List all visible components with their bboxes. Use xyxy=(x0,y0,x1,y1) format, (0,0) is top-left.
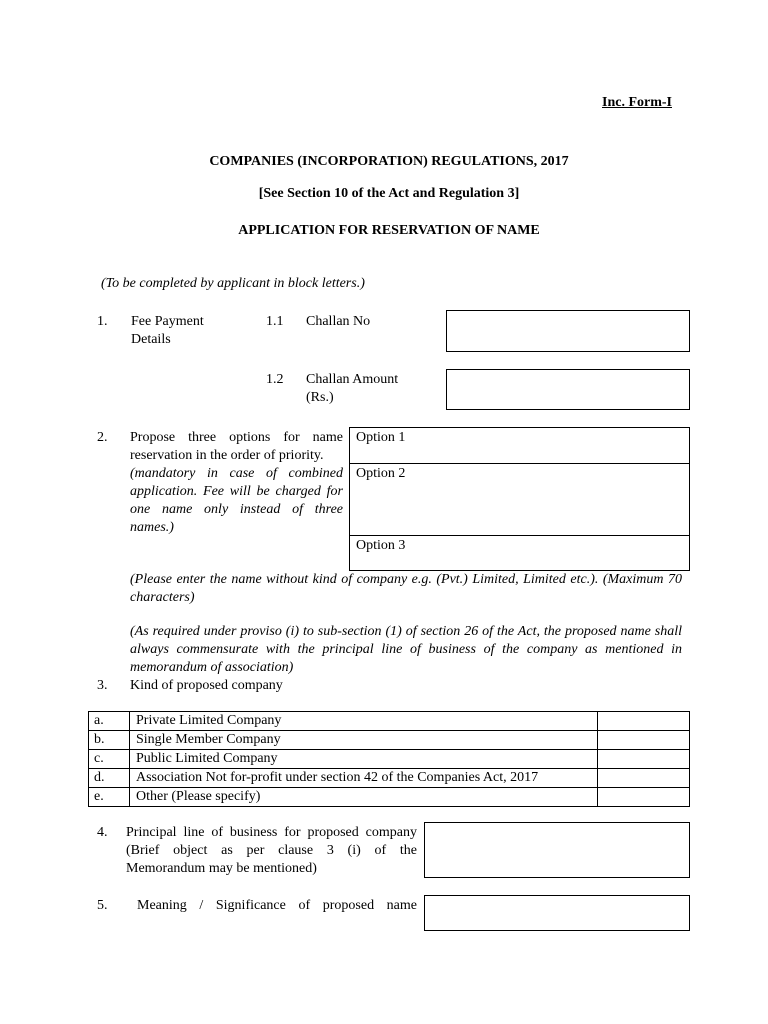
option-1-label: Option 1 xyxy=(356,430,406,445)
table-row xyxy=(89,769,690,788)
section5-number: 5. xyxy=(97,898,108,913)
section2-note: (mandatory in case of combined application. Fee will be charged for one name only instead of three names.) xyxy=(130,466,343,535)
table-row xyxy=(89,731,690,750)
public-limited-field[interactable] xyxy=(598,750,690,769)
association-not-for-profit-field[interactable] xyxy=(598,769,690,788)
row-key: a. xyxy=(89,712,130,731)
form-heading: APPLICATION FOR RESERVATION OF NAME xyxy=(238,223,540,238)
table-row xyxy=(89,750,690,769)
row-key: b. xyxy=(89,731,130,750)
option-3-label: Option 3 xyxy=(356,538,406,553)
section4-label: Principal line of business for proposed company (Brief object as per clause 3 (i) of the Memorandum may be mentioned) xyxy=(126,825,417,876)
principal-business-field[interactable] xyxy=(424,822,690,878)
row-key: c. xyxy=(89,750,130,769)
option-2-field[interactable] xyxy=(350,464,689,536)
company-kind-table xyxy=(88,711,690,807)
name-significance-field[interactable] xyxy=(424,895,690,931)
section4-number: 4. xyxy=(97,825,108,840)
challan-no-field[interactable] xyxy=(446,310,690,352)
fill-instruction: (To be completed by applicant in block letters.) xyxy=(101,276,365,291)
regulation-title: COMPANIES (INCORPORATION) REGULATIONS, 2017 xyxy=(209,154,569,169)
challan-amount-number: 1.2 xyxy=(266,372,284,387)
name-commensurate-hint: (As required under proviso (i) to sub-section (1) of section 26 of the Act, the proposed name shall always commensurate with the principal line of business of the company as mentioned in memorandum of association) xyxy=(130,624,682,675)
section1-label: Fee Payment Details xyxy=(131,314,204,347)
row-label: Public Limited Company xyxy=(130,750,598,769)
table-row xyxy=(89,788,690,807)
private-limited-field[interactable] xyxy=(598,712,690,731)
name-format-hint: (Please enter the name without kind of company e.g. (Pvt.) Limited, Limited etc.). (Maximum 70 characters) xyxy=(130,572,682,605)
challan-amount-field[interactable] xyxy=(446,369,690,410)
challan-amount-label: Challan Amount (Rs.) xyxy=(306,372,399,405)
regulation-subtitle: [See Section 10 of the Act and Regulation 3] xyxy=(258,186,520,201)
single-member-field[interactable] xyxy=(598,731,690,750)
name-options-table xyxy=(349,427,690,571)
section1-number: 1. xyxy=(97,314,108,329)
section2-number: 2. xyxy=(97,430,108,445)
option-1-field[interactable] xyxy=(350,428,689,464)
other-kind-field[interactable] xyxy=(598,788,690,807)
section3-number: 3. xyxy=(97,678,108,693)
table-row xyxy=(89,712,690,731)
section5-label: Meaning / Significance of proposed name xyxy=(137,898,417,913)
row-key: e. xyxy=(89,788,130,807)
form-id: Inc. Form-I xyxy=(602,95,672,110)
section2-label: Propose three options for name reservation in the order of priority. xyxy=(130,430,343,463)
challan-no-number: 1.1 xyxy=(266,314,284,329)
row-label: Private Limited Company xyxy=(130,712,598,731)
row-label: Single Member Company xyxy=(130,731,598,750)
option-2-label: Option 2 xyxy=(356,466,406,481)
row-label: Other (Please specify) xyxy=(130,788,598,807)
option-3-field[interactable] xyxy=(350,536,689,570)
section3-label: Kind of proposed company xyxy=(130,678,283,693)
row-label: Association Not for-profit under section 42 of the Companies Act, 2017 xyxy=(130,769,598,788)
row-key: d. xyxy=(89,769,130,788)
challan-no-label: Challan No xyxy=(306,314,371,329)
